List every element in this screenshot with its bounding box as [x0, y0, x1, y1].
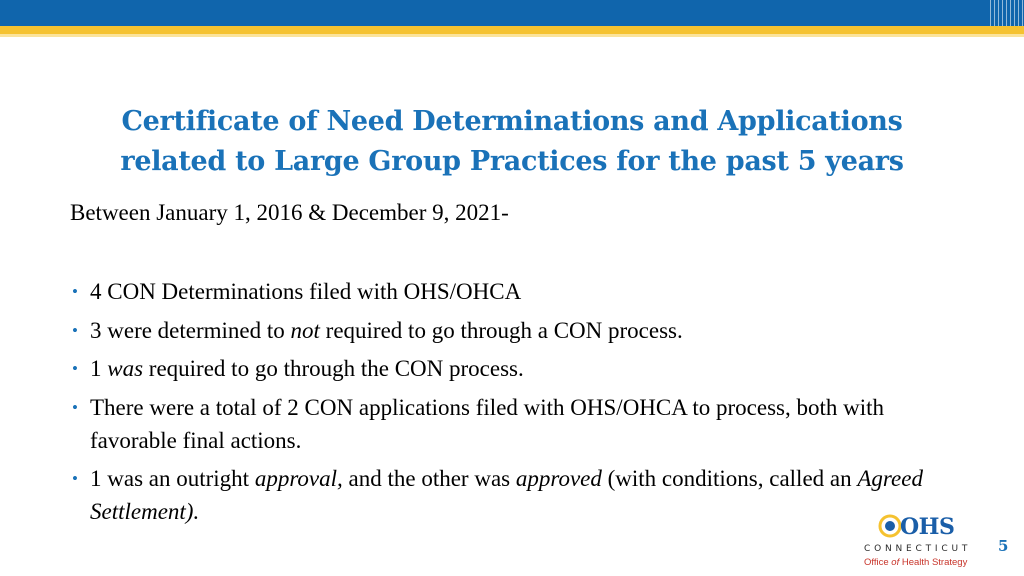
bullet-icon: • — [72, 468, 78, 488]
bullet-item-5 — [70, 462, 970, 528]
bullet-text: 3 were determined to — [90, 317, 291, 343]
header-bar — [0, 0, 1024, 26]
slide-title — [60, 102, 964, 182]
bullet-icon: • — [72, 282, 78, 301]
bullet-text: and the other was — [342, 465, 516, 491]
bullet-emphasis: approved — [515, 465, 602, 491]
bullet-text: 1 was an outright — [90, 465, 255, 491]
bullet-item-3 — [70, 352, 970, 386]
header-accent-stripe-thin — [0, 34, 1024, 37]
ohs-logo — [860, 514, 984, 570]
bullet-text: required to go through a CON process. — [319, 317, 683, 343]
slide-title-line-2: related to Large Group Practices for the past 5 years — [120, 146, 904, 177]
bullet-emphasis: Agreed Settlement). — [90, 465, 923, 524]
bullet-icon: • — [72, 320, 78, 340]
logo-state: CONNECTICUT — [864, 544, 972, 554]
bullet-list — [70, 275, 970, 533]
logo-office-text: Health Strategy — [899, 557, 968, 568]
bullet-item-1 — [70, 275, 970, 309]
date-range-subtitle: Between January 1, 2016 & December 9, 2021- — [70, 200, 509, 225]
logo-office-name — [864, 557, 967, 568]
bullet-emphasis: approval, — [254, 465, 343, 491]
bullet-icon: • — [72, 397, 78, 417]
logo-office-text: Office — [864, 557, 892, 568]
bullet-icon: • — [72, 359, 78, 378]
bullet-item-2 — [70, 314, 970, 348]
bullet-item-4 — [70, 391, 970, 457]
header-accent-stripe — [0, 26, 1024, 34]
logo-office-emphasis: of — [891, 557, 900, 568]
bullet-emphasis: not — [290, 317, 320, 343]
bullet-text: 1 — [90, 356, 108, 381]
bullet-text: There were a total of 2 CON applications filed with OHS/OHCA to process, both with favorable final actions. — [90, 394, 884, 453]
bullet-emphasis: was — [107, 356, 144, 381]
bullet-text: 4 CON Determinations filed with OHS/OHCA — [90, 279, 522, 304]
slide-title-line-1: Certificate of Need Determinations and Applications — [121, 106, 903, 137]
page-number: 5 — [998, 537, 1009, 555]
bullet-text: (with conditions, called an — [601, 465, 858, 491]
logo-wordmark: OHS — [900, 514, 955, 540]
bullet-text: required to go through the CON process. — [143, 356, 524, 381]
ohs-emblem-icon — [878, 514, 902, 538]
